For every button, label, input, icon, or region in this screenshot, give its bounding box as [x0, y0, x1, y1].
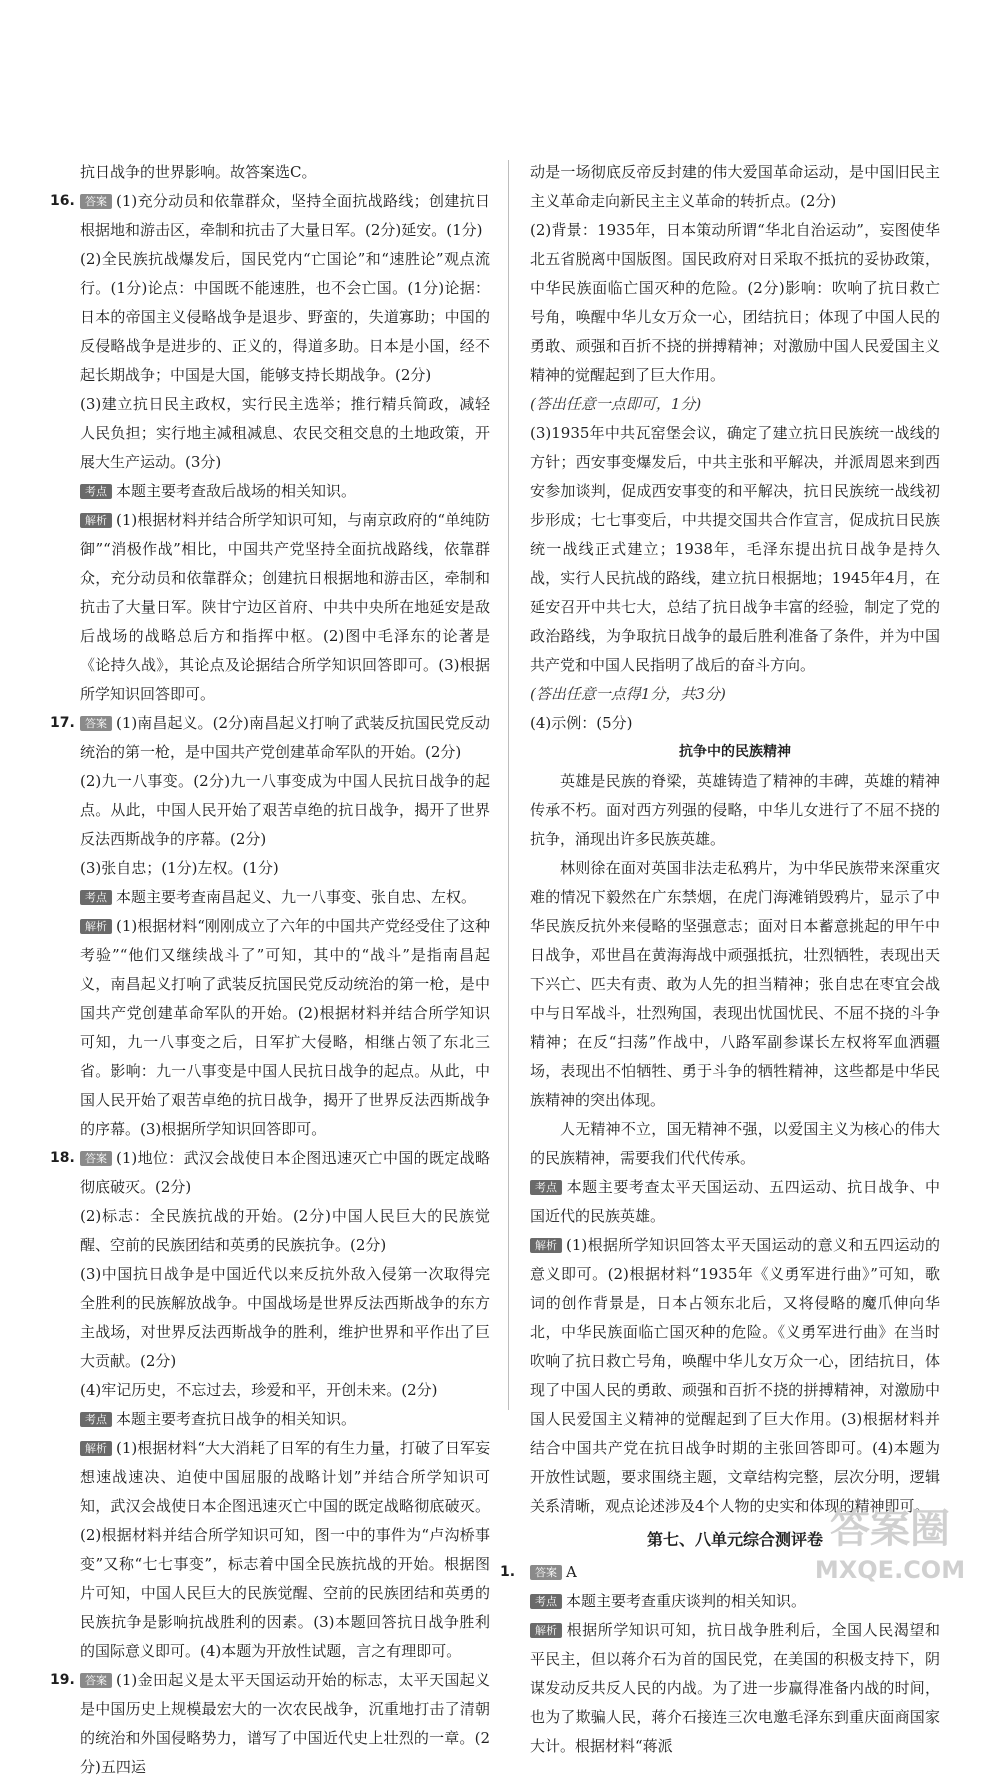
watermark-logo — [810, 1490, 970, 1590]
answer-part-3: (3)建立抗日民主政权，实行民主选举；推行精兵简政，减轻人民负担；实行地主减租减息、农民交租交息的土地政策，开展大生产运动。(3分) — [80, 395, 490, 471]
scoring-note: (答出任意一点得1分，共3分) — [530, 685, 726, 703]
answer-part-1: 答案 (1)金田起义是太平天国运动开始的标志，太平天国起义是中国历史上规模最宏大的一次农民战争，沉重地打击了清朝的统治和外国侵略势力，谱写了中国近代史上壮烈的一章。(2分)五四运 — [80, 1671, 490, 1776]
question-number: 19. — [50, 1672, 75, 1688]
kaodian: 考点 本题主要考查南昌起义、九一八事变、张自忠、左权。 — [80, 883, 490, 912]
answer-badge: 答案 — [530, 1565, 562, 1580]
question-16 — [50, 187, 490, 709]
answer-part-4: (4)牢记历史，不忘过去，珍爱和平，开创未来。(2分) — [80, 1381, 438, 1399]
answer-badge: 答案 — [80, 1673, 112, 1688]
section-title: 第七、八单元综合测评卷 — [646, 1530, 823, 1549]
kaodian-badge: 考点 — [80, 484, 112, 499]
answer-part-1: 答案 (1)南昌起义。(2分)南昌起义打响了武装反抗国民党反动统治的第一枪，是中国共产党创建革命军队的开始。(2分) — [80, 714, 490, 761]
jiexi-badge: 解析 — [80, 1441, 112, 1456]
jiexi: 解析 (1)根据材料“大大消耗了日军的有生力量，打破了日军妄想速战速决、迫使中国屈服的战略计划”并结合所学知识可知，武汉会战使日本企图迅速灭亡中国的既定战略彻底破灭。(2)根据材料并结合所学知识可知，图一中的事件为“卢沟桥事变”又称“七七事变”，标志着中国全民族抗战的开始。根据图片可知，中国人民巨大的民族觉醒、空前的民族团结和英勇的民族抗争是影响抗战胜利的因素。(3)本题回答抗日战争胜利的国际意义即可。(4)本题为开放性试题，言之有理即可。 — [80, 1439, 490, 1660]
intro-text: 抗日战争的世界影响。故答案选C。 — [80, 163, 317, 181]
answer-part-2: (2)背景：1935年，日本策动所谓“华北自治运动”，妄图使华北五省脱离中国版图。国民政府对日采取不抵抗的妥协政策，中华民族面临亡国灭种的危险。(2分)影响：吹响了抗日救亡号角，唤醒中华儿女万众一心，团结抗日；体现了中国人民的勇敢、顽强和百折不挠的拼搏精神；对激励中国人民爱国主义精神的觉醒起到了巨大作用。 — [530, 221, 940, 384]
essay-paragraph: 人无精神不立，国无精神不强，以爱国主义为核心的伟大的民族精神，需要我们代代传承。 — [530, 1120, 940, 1167]
answer-part-3: (3)张自忠；(1分)左权。(1分) — [80, 859, 279, 877]
question-number: 16. — [50, 193, 75, 209]
question-number: 1. — [500, 1564, 516, 1580]
essay-title: 抗争中的民族精神 — [679, 744, 791, 760]
kaodian-badge: 考点 — [80, 890, 112, 905]
left-column — [50, 158, 490, 1782]
answer-badge: 答案 — [80, 716, 112, 731]
answer-badge: 答案 — [80, 1151, 112, 1166]
kaodian: 考点 本题主要考查重庆谈判的相关知识。 — [530, 1587, 940, 1616]
answer-part-3: (3)1935年中共瓦窑堡会议，确定了建立抗日民族统一战线的方针；西安事变爆发后，中共主张和平解决，并派周恩来到西安参加谈判，促成西安事变的和平解决，抗日民族统一战线初步形成；七七事变后，中共提交国共合作宣言，促成抗日民族统一战线正式建立；1938年，毛泽东提出抗日战争是持久战，实行人民抗战的路线，建立抗日根据地；1945年4月，在延安召开中共七大，总结了抗日战争丰富的经验，制定了党的政治路线，为争取抗日战争的最后胜利准备了条件，并为中国共产党和中国人民指明了战后的奋斗方向。 — [530, 424, 940, 674]
question-number: 18. — [50, 1150, 75, 1166]
essay-paragraph: 林则徐在面对英国非法走私鸦片，为中华民族带来深重灾难的情况下毅然在广东禁烟，在虎门海滩销毁鸦片，显示了中华民族反抗外来侵略的坚强意志；面对日本蓄意挑起的甲午中日战争，邓世昌在黄海海战中顽强抵抗，壮烈牺牲，表现出天下兴亡、匹夫有责、敢为人先的担当精神；张自忠在枣宜会战中与日军战斗，壮烈殉国，表现出忧国忧民、不屈不挠的斗争精神；在反“扫荡”作战中，八路军副参谋长左权将军血洒疆场，表现出不怕牺牲、勇于斗争的牺牲精神，这些都是中华民族精神的突出体现。 — [530, 859, 940, 1109]
answer-part-2: (2)全民族抗战爆发后，国民党内“亡国论”和“速胜论”观点流行。(1分)论点：中国既不能速胜，也不会亡国。(1分)论据：日本的帝国主义侵略战争是退步、野蛮的，失道寡助；中国的反侵略战争是进步的、正义的，得道多助。日本是小国，经不起长期战争；中国是大国，能够支持长期战争。(2分) — [80, 250, 490, 384]
kaodian-badge: 考点 — [80, 1412, 112, 1427]
jiexi-badge: 解析 — [80, 919, 112, 934]
column-divider — [508, 160, 509, 1410]
jiexi-badge: 解析 — [530, 1623, 562, 1638]
kaodian: 考点 本题主要考查抗日战争的相关知识。 — [80, 1405, 490, 1434]
answer-part-2: (2)九一八事变。(2分)九一八事变成为中国人民抗日战争的起点。从此，中国人民开始了艰苦卓绝的抗日战争，揭开了世界反法西斯战争的序幕。(2分) — [80, 772, 490, 848]
kaodian-badge: 考点 — [530, 1594, 562, 1609]
jiexi: 解析 根据所学知识可知，抗日战争胜利后，全国人民渴望和平民主，但以蒋介石为首的国民党，在美国的积极支持下，阴谋发动反共反人民的内战。为了进一步赢得准备内战的时间，也为了欺骗人民，蒋介石接连三次电邀毛泽东到重庆面商国家大计。根据材料“蒋派 — [530, 1621, 940, 1755]
scoring-note: (答出任意一点即可，1分) — [530, 395, 702, 413]
answer-badge: 答案 — [80, 194, 112, 209]
jiexi: 解析 (1)根据材料并结合所学知识可知，与南京政府的“单纯防御”“消极作战”相比，中国共产党坚持全面抗战路线，依靠群众，充分动员和依靠群众；创建抗日根据地和游击区，牵制和抗击了大量日军。陕甘宁边区首府、中共中央所在地延安是敌后战场的战略总后方和指挥中枢。(2)图中毛泽东的论著是《论持久战》，其论点及论据结合所学知识回答即可。(3)根据所学知识回答即可。 — [80, 511, 490, 703]
jiexi-badge: 解析 — [530, 1238, 562, 1253]
kaodian: 考点 本题主要考查敌后战场的相关知识。 — [80, 477, 490, 506]
kaodian-badge: 考点 — [530, 1180, 562, 1195]
continued-answer: 动是一场彻底反帝反封建的伟大爱国革命运动，是中国旧民主主义革命走向新民主主义革命的转折点。(2分) — [530, 163, 940, 210]
answer-part-4: (4)示例：(5分) — [530, 714, 633, 732]
answer-part-3: (3)中国抗日战争是中国近代以来反抗外敌入侵第一次取得完全胜利的民族解放战争。中国战场是世界反法西斯战争的东方主战场，对世界反法西斯战争的胜利，维护世界和平作出了巨大贡献。(2分) — [80, 1265, 490, 1370]
answer: 答案 A — [530, 1558, 940, 1587]
question-18 — [50, 1144, 490, 1666]
answer-part-1: 答案 (1)充分动员和依靠群众，坚持全面抗战路线；创建抗日根据地和游击区，牵制和抗击了大量日军。(2分)延安。(1分) — [80, 192, 490, 239]
essay-paragraph: 英雄是民族的脊梁，英雄铸造了精神的丰碑，英雄的精神传承不朽。面对西方列强的侵略，中华儿女进行了不屈不挠的抗争，涌现出许多民族英雄。 — [530, 772, 940, 848]
question-19 — [50, 1666, 490, 1782]
watermark-line-1: 答案圈 — [830, 1506, 950, 1552]
jiexi: 解析 (1)根据所学知识回答太平天国运动的意义和五四运动的意义即可。(2)根据材料“1935年《义勇军进行曲》”可知，歌词的创作背景是，日本占领东北后，又将侵略的魔爪伸向华北，中华民族面临亡国灭种的危险。《义勇军进行曲》在当时吹响了抗日救亡号角，唤醒中华儿女万众一心，团结抗日，体现了中国人民的勇敢、顽强和百折不挠的拼搏精神，对激励中国人民爱国主义精神的觉醒起到了巨大作用。(3)根据材料并结合中国共产党在抗日战争时期的主张回答即可。(4)本题为开放性试题，要求围绕主题，文章结构完整，层次分明，逻辑关系清晰，观点论述涉及4个人物的史实和体现的精神即可。 — [530, 1236, 940, 1515]
jiexi-badge: 解析 — [80, 513, 112, 528]
watermark-line-2: MXQE.COM — [814, 1556, 966, 1584]
question-number: 17. — [50, 715, 75, 731]
answer-part-1: 答案 (1)地位：武汉会战使日本企图迅速灭亡中国的既定战略彻底破灭。(2分) — [80, 1149, 490, 1196]
answer-part-2: (2)标志：全民族抗战的开始。(2分)中国人民巨大的民族觉醒、空前的民族团结和英勇的民族抗争。(2分) — [80, 1207, 490, 1254]
jiexi: 解析 (1)根据材料“刚刚成立了六年的中国共产党经受住了这种考验”“他们又继续战斗了”可知，其中的“战斗”是指南昌起义，南昌起义打响了武装反抗国民党反动统治的第一枪，是中国共产党创建革命军队的开始。(2)根据材料并结合所学知识可知，九一八事变之后，日军扩大侵略，相继占领了东北三省。影响：九一八事变是中国人民抗日战争的起点。从此，中国人民开始了艰苦卓绝的抗日战争，揭开了世界反法西斯战争的序幕。(3)根据所学知识回答即可。 — [80, 917, 490, 1138]
kaodian: 考点 本题主要考查太平天国运动、五四运动、抗日战争、中国近代的民族英雄。 — [530, 1178, 940, 1225]
question-17 — [50, 709, 490, 1144]
